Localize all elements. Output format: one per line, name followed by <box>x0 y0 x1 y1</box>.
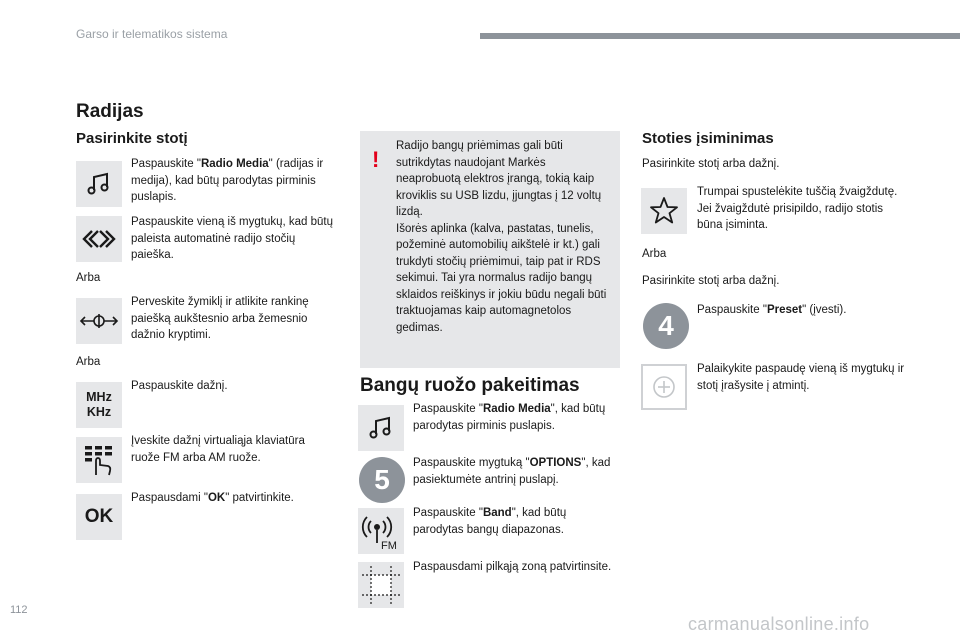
left-step-5: Įveskite dažnį virtualiąja klaviatūra ruože FM arba AM ruože. <box>131 435 305 464</box>
page-number: 112 <box>10 604 28 616</box>
section-heading-band-change: Bangų ruožo pakeitimas <box>360 375 580 396</box>
left-or-2: Arba <box>76 356 101 368</box>
right-step-3: Palaikykite paspaudę vieną iš mygtukų ir stotį įrašysite į atmintį. <box>697 363 905 392</box>
left-step-3: Perveskite žymiklį ir atlikite rankinę paiešką aukštesnio arba žemesnio dažnio kryptimi. <box>131 296 309 341</box>
fm-label: FM <box>381 540 397 551</box>
star-outline-icon <box>641 188 687 234</box>
section-heading-station-memory: Stoties įsiminimas <box>642 130 774 147</box>
ok-button-icon <box>76 494 122 540</box>
header-title: Garso ir telematikos sistema <box>76 27 228 41</box>
left-step-4: Paspauskite dažnį. <box>131 380 228 392</box>
section-heading-radio: Radijas <box>76 101 144 122</box>
tuning-slider-icon <box>76 298 122 344</box>
fm-band-icon <box>358 508 404 554</box>
right-step-2: Paspauskite "Preset" (įvesti). <box>697 304 847 316</box>
middle-step-4: Paspausdami pilkąją zoną patvirtinsite. <box>413 561 612 573</box>
step-badge-4: 4 <box>643 303 689 349</box>
warning-exclamation-icon: ! <box>372 147 380 172</box>
left-step-6: Paspausdami "OK" patvirtinkite. <box>131 492 294 504</box>
preset-add-icon <box>641 364 687 410</box>
middle-step-1: Paspauskite "Radio Media", kad būtų parodytas pirminis puslapis. <box>413 403 606 432</box>
middle-step-2: Paspauskite mygtuką "OPTIONS", kad pasiektumėte antrinį puslapį. <box>413 457 611 486</box>
khz-label: KHz <box>86 405 112 419</box>
music-note-icon <box>76 161 122 207</box>
right-step-1: Trumpai spustelėkite tuščią žvaigždutę. Jei žvaigždutė prisipildo, radijo stotis būna įsiminta. <box>697 186 898 231</box>
subheading-select-station: Pasirinkite stotį <box>76 130 188 147</box>
left-step-1: Paspauskite "Radio Media" (radijas ir medija), kad būtų parodytas pirminis puslapis. <box>131 158 324 203</box>
keypad-icon <box>76 437 122 483</box>
header-bar <box>480 33 960 39</box>
grey-zone-icon <box>358 562 404 608</box>
left-step-2: Paspauskite vieną iš mygtukų, kad būtų paleista automatinė radijo stočių paieška. <box>131 216 334 261</box>
seek-arrows-icon <box>76 216 122 262</box>
right-intro-2: Pasirinkite stotį arba dažnį. <box>642 275 780 287</box>
step-badge-5: 5 <box>359 457 405 503</box>
middle-step-3: Paspauskite "Band", kad būtų parodytas bangų diapazonas. <box>413 507 567 536</box>
watermark: carmanualsonline.info <box>688 614 870 634</box>
music-note-icon <box>358 405 404 451</box>
frequency-icon <box>76 382 122 428</box>
left-or-1: Arba <box>76 272 101 284</box>
ok-label: OK <box>84 506 114 527</box>
warning-text: Radijo bangų priėmimas gali būti sutrikdytas naudojant Markės neaprobuotą elektros įrangą, tokią kaip kroviklis su USB lizdu, įjungtas į 12 voltų lizdą. Išorės aplinka (kalva, pastatas, tunelis, požeminė automobilių aikštelė ir kt.) gali trukdyti stočių priėmimui, taip pat ir RDS sekimui. Tai yra normalus radijo bangų sklaidos reiškinys ir jokiu būdu negali būti traktuojamas kaip automagnetolos gedimas. <box>396 140 607 334</box>
right-or: Arba <box>642 248 667 260</box>
mhz-label: MHz <box>86 390 112 404</box>
right-intro-1: Pasirinkite stotį arba dažnį. <box>642 158 780 170</box>
